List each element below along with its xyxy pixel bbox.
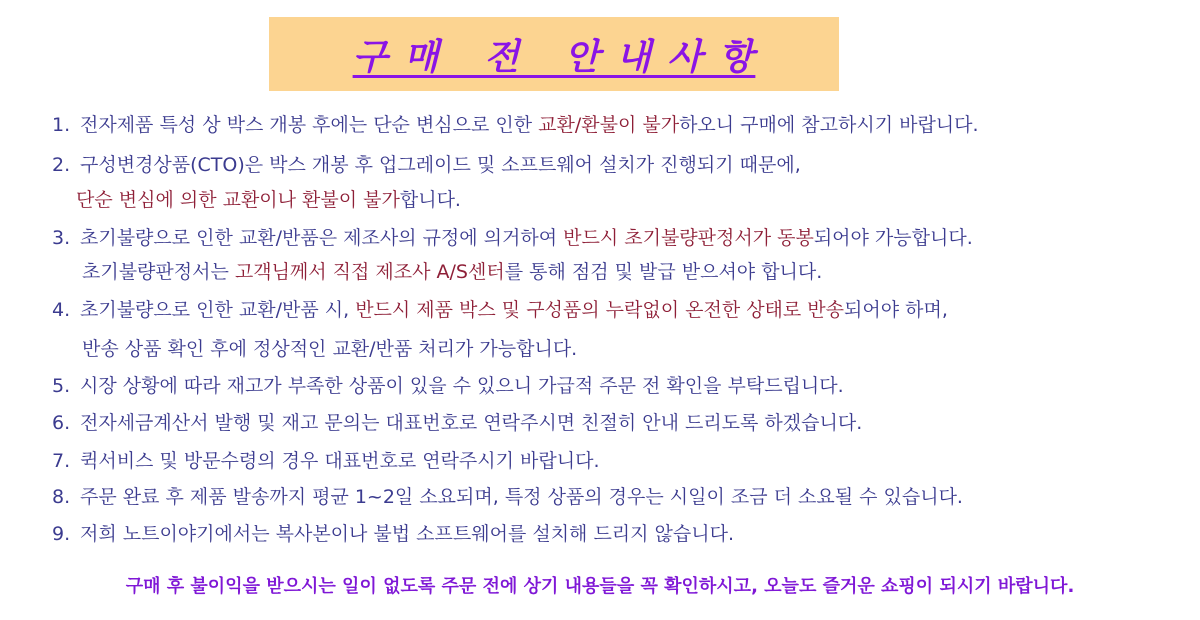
notice-emphasis-text: 반드시 초기불량판정서가 동봉 — [563, 227, 814, 249]
notice-text: 전자세금계산서 발행 및 재고 문의는 대표번호로 연락주시면 친절히 안내 드리도록 하겠습니다. — [80, 412, 863, 434]
notice-text: 를 통해 점검 및 발급 받으셔야 합니다. — [504, 261, 823, 283]
notice-text: 저희 노트이야기에서는 복사본이나 불법 소프트웨어를 설치해 드리지 않습니다. — [80, 523, 734, 545]
notice-item — [82, 259, 822, 285]
notice-item — [52, 373, 844, 399]
notice-text: 전자제품 특성 상 박스 개봉 후에는 단순 변심으로 인한 — [80, 114, 539, 136]
notice-text: 시장 상황에 따라 재고가 부족한 상품이 있을 수 있으니 가급적 주문 전 확인을 부탁드립니다. — [80, 375, 844, 397]
notice-emphasis-text: 단순 변심에 의한 교환이나 환불이 불가 — [76, 189, 400, 211]
notice-item — [52, 152, 801, 178]
notice-text: 주문 완료 후 제품 발송까지 평균 1~2일 소요되며, 특정 상품의 경우는 시일이 조금 더 소요될 수 있습니다. — [80, 486, 963, 508]
closing-message: 구매 후 불이익을 받으시는 일이 없도록 주문 전에 상기 내용들을 꼭 확인하시고, 오늘도 즐거운 쇼핑이 되시기 바랍니다. — [125, 576, 1075, 597]
item-number: 2. — [52, 154, 71, 176]
notice-text: 되어야 하며, — [844, 299, 948, 321]
notice-item — [52, 521, 734, 547]
notice-text: 반송 상품 확인 후에 정상적인 교환/반품 처리가 가능합니다. — [82, 338, 578, 360]
item-number: 5. — [52, 375, 71, 397]
item-number: 1. — [52, 114, 71, 136]
notice-emphasis-text: 교환/환불이 불가 — [538, 114, 680, 136]
item-number: 3. — [52, 227, 71, 249]
notice-text: 합니다. — [399, 189, 461, 211]
notice-emphasis-text: 반드시 제품 박스 및 구성품의 누락없이 온전한 상태로 반송 — [355, 299, 845, 321]
notice-item — [52, 448, 599, 474]
notice-text: 퀵서비스 및 방문수령의 경우 대표번호로 연락주시기 바랍니다. — [80, 450, 600, 472]
notice-text: 되어야 가능합니다. — [813, 227, 973, 249]
notice-item — [52, 484, 963, 510]
item-number: 9. — [52, 523, 71, 545]
item-number: 8. — [52, 486, 71, 508]
item-number: 6. — [52, 412, 71, 434]
notice-text: 초기불량으로 인한 교환/반품 시, — [80, 299, 356, 321]
notice-item — [76, 187, 461, 213]
item-number: 7. — [52, 450, 71, 472]
notice-text: 초기불량으로 인한 교환/반품은 제조사의 규정에 의거하여 — [80, 227, 564, 249]
notice-emphasis-text: 고객님께서 직접 제조사 A/S센터 — [234, 261, 505, 283]
page-title: 구 매 전 안 내 사 항 — [352, 36, 756, 78]
notice-text: 구성변경상품(CTO)은 박스 개봉 후 업그레이드 및 소프트웨어 설치가 진행되기 때문에, — [80, 154, 801, 176]
notice-item — [52, 297, 948, 323]
item-number: 4. — [52, 299, 71, 321]
notice-text: 초기불량판정서는 — [82, 261, 235, 283]
notice-item — [82, 336, 577, 362]
notice-item — [52, 112, 979, 138]
notice-item — [52, 410, 862, 436]
notice-item — [52, 225, 973, 251]
notice-text: 하오니 구매에 참고하시기 바랍니다. — [679, 114, 979, 136]
